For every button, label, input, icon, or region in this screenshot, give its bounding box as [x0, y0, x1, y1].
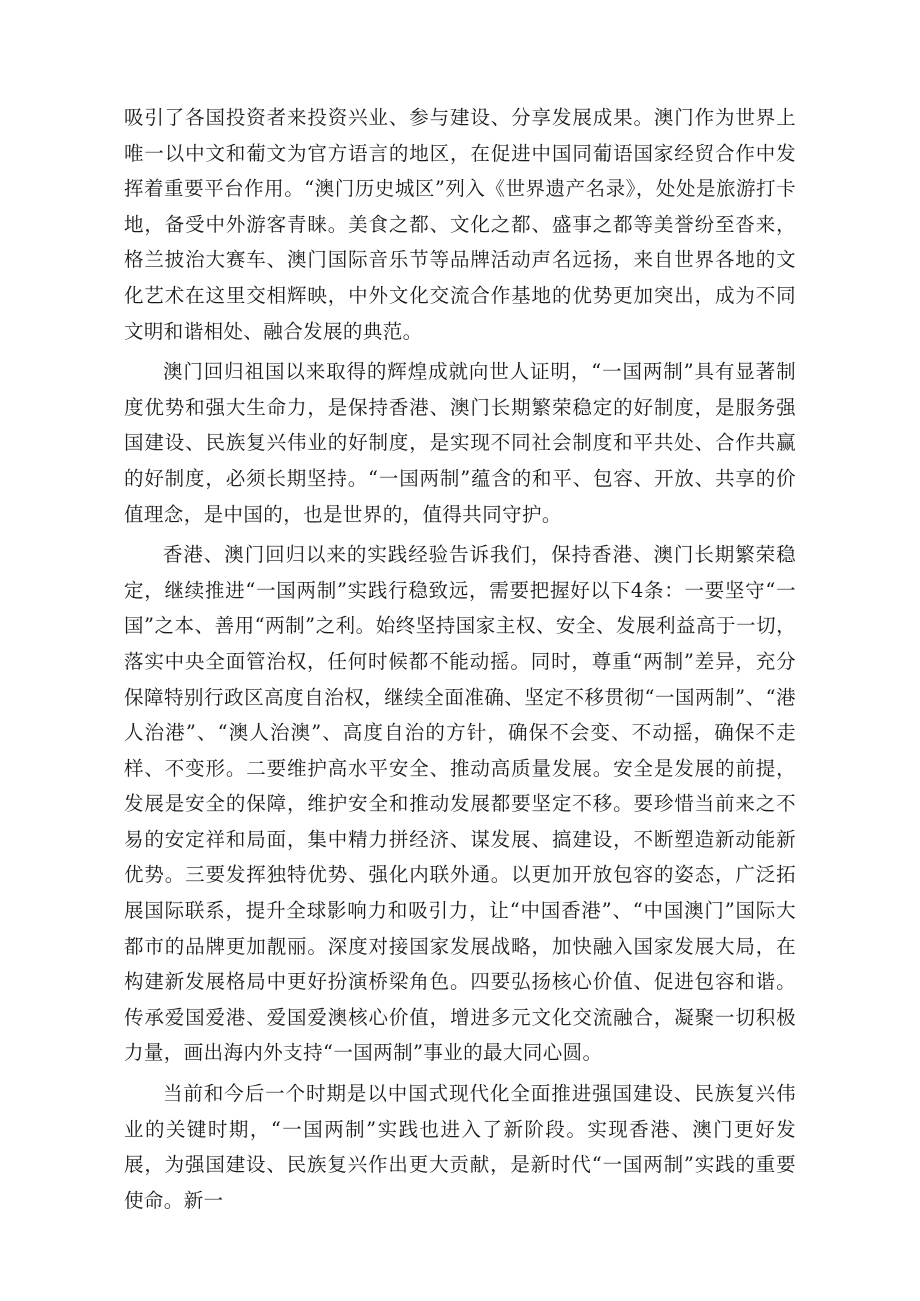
paragraph-2: 澳门回归祖国以来取得的辉煌成就向世人证明，“一国两制”具有显著制度优势和强大生命力，是保持香港、澳门长期繁荣稳定的好制度，是服务强国建设、民族复兴伟业的好制度，是实现不同社会制度和平共处、合作共赢的好制度，必须长期坚持。“一国两制”蕴含的和平、包容、开放、共享的价值理念，是中国的，也是世界的，值得共同守护。: [124, 360, 796, 526]
paragraph-3: 香港、澳门回归以来的实践经验告诉我们，保持香港、澳门长期繁荣稳定，继续推进“一国两制”实践行稳致远，需要把握好以下4条：一要坚守“一国”之本、善用“两制”之利。始终坚持国家主权、安全、发展利益高于一切，落实中央全面管治权，任何时候都不能动摇。同时，尊重“两制”差异，充分保障特别行政区高度自治权，继续全面准确、坚定不移贯彻“一国两制”、“港人治港”、“澳人治澳”、高度自治的方针，确保不会变、不动摇，确保不走样、不变形。二要维护高水平安全、推动高质量发展。安全是发展的前提，发展是安全的保障，维护安全和推动发展都要坚定不移。要珍惜当前来之不易的安定祥和局面，集中精力拼经济、谋发展、搞建设，不断塑造新动能新优势。三要发挥独特优势、强化内联外通。以更加开放包容的姿态，广泛拓展国际联系，提升全球影响力和吸引力，让“中国香港”、“中国澳门”国际大都市的品牌更加靓丽。深度对接国家发展战略，加快融入国家发展大局，在构建新发展格局中更好扮演桥梁角色。四要弘扬核心价值、促进包容和谐。传承爱国爱港、爱国爱澳核心价值，增进多元文化交流融合，凝聚一切积极力量，画出海内外支持“一国两制”事业的最大同心圆。: [124, 543, 796, 1065]
paragraph-4: 当前和今后一个时期是以中国式现代化全面推进强国建设、民族复兴伟业的关键时期，“一国两制”实践也进入了新阶段。实现香港、澳门更好发展，为强国建设、民族复兴作出更大贡献，是新时代“一国两制”实践的重要使命。新一: [124, 1082, 796, 1212]
document-body: [124, 100, 796, 1223]
paragraph-1: 吸引了各国投资者来投资兴业、参与建设、分享发展成果。澳门作为世界上唯一以中文和葡文为官方语言的地区，在促进中国同葡语国家经贸合作中发挥着重要平台作用。“澳门历史城区”列入《世界遗产名录》，处处是旅游打卡地，备受中外游客青睐。美食之都、文化之都、盛事之都等美誉纷至沓来，格兰披治大赛车、澳门国际音乐节等品牌活动声名远扬，来自世界各地的文化艺术在这里交相辉映，中外文化交流合作基地的优势更加突出，成为不同文明和谐相处、融合发展的典范。: [124, 106, 796, 343]
